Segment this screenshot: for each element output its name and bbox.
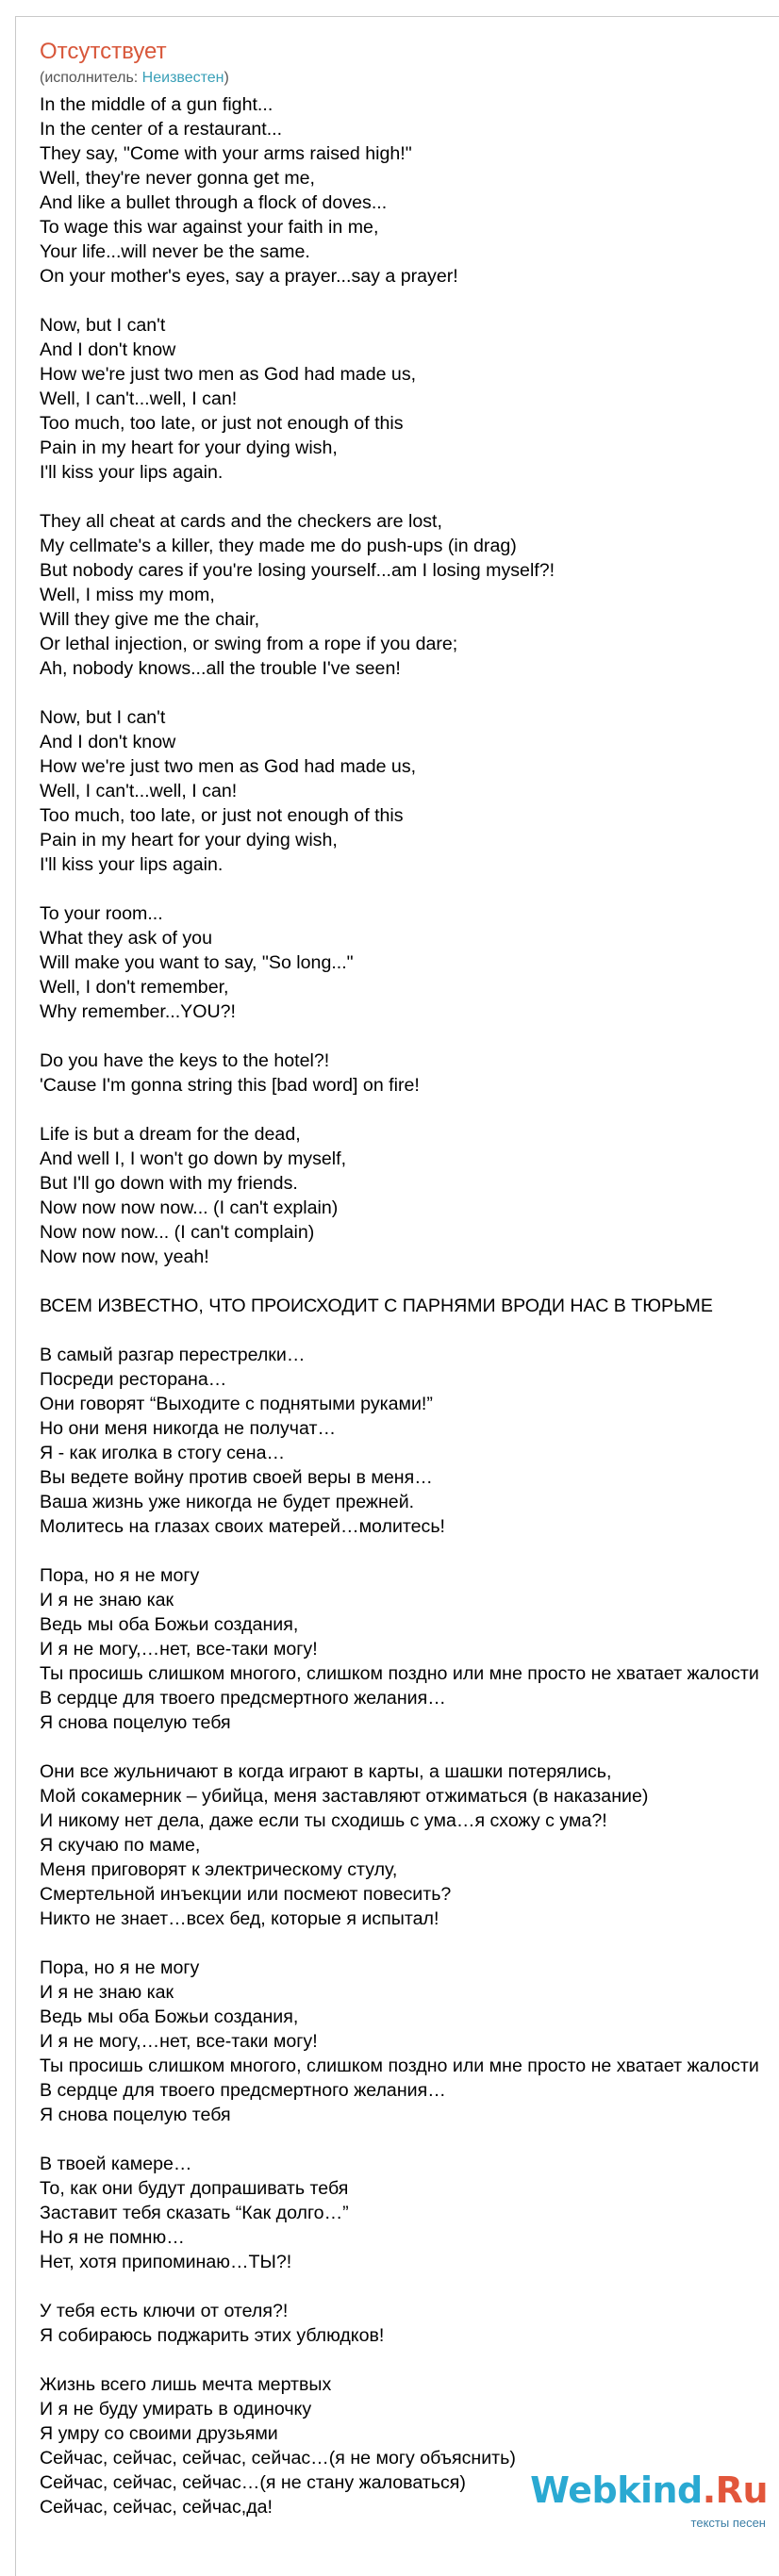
lyric-line: Now now now, yeah! [40, 1247, 209, 1267]
lyric-line: И никому нет дела, даже если ты сходишь с ума…я схожу с ума?! [40, 1810, 607, 1831]
lyric-line: I'll kiss your lips again. [40, 462, 224, 483]
lyric-line: Сейчас, сейчас, сейчас,да! [40, 2497, 273, 2518]
lyric-line: Они говорят “Выходите с поднятыми руками!” [40, 1394, 433, 1414]
lyric-line: Мой сокамерник – убийца, меня заставляют отжиматься (в наказание) [40, 1786, 649, 1807]
lyric-line: Well, I miss my mom, [40, 585, 215, 605]
artist-prefix: (исполнитель: [40, 70, 139, 86]
lyric-line [40, 1269, 779, 1294]
lyric-line: Pain in my heart for your dying wish, [40, 830, 338, 850]
logo-tagline: тексты песен [690, 2516, 766, 2530]
logo-tld: .Ru [702, 2469, 768, 2511]
logo-word: Webkind [530, 2469, 703, 2511]
lyric-line [40, 1318, 779, 1343]
lyric-line: Меня приговорят к электрическому стулу, [40, 1859, 398, 1880]
lyric-line: Сейчас, сейчас, сейчас…(я не стану жаловаться) [40, 2472, 466, 2493]
lyric-line: Сейчас, сейчас, сейчас, сейчас…(я не могу объяснить) [40, 2448, 516, 2469]
lyric-line: To your room... [40, 903, 163, 924]
lyric-line: In the middle of a gun fight... [40, 94, 273, 115]
lyric-line: Я умру со своими друзьями [40, 2423, 278, 2444]
lyric-line: Пора, но я не могу [40, 1565, 200, 1586]
lyric-line [40, 1539, 779, 1563]
lyric-line: And I don't know [40, 732, 176, 752]
lyric-line: But nobody cares if you're losing yourself...am I losing myself?! [40, 560, 555, 581]
page-title: Отсутствует [40, 39, 167, 64]
lyric-line: My cellmate's a killer, they made me do push-ups (in drag) [40, 536, 517, 556]
lyric-line [40, 2348, 779, 2372]
lyric-line: How we're just two men as God had made us, [40, 364, 417, 385]
lyric-line: I'll kiss your lips again. [40, 854, 224, 875]
lyric-line: Too much, too late, or just not enough of this [40, 413, 404, 434]
lyric-line: Они все жульничают в когда играют в карты, а шашки потерялись, [40, 1761, 612, 1782]
lyric-line: Нет, хотя припоминаю…ТЫ?! [40, 2252, 292, 2272]
lyric-line: Well, I can't...well, I can! [40, 388, 238, 409]
lyric-line: Now, but I can't [40, 315, 166, 336]
lyric-line: Now, but I can't [40, 707, 166, 728]
artist-suffix: ) [224, 70, 229, 86]
lyric-line: Ты просишь слишком многого, слишком поздно или мне просто не хватает жалости [40, 1663, 759, 1684]
lyric-line: On your mother's eyes, say a prayer...say a prayer! [40, 266, 458, 287]
lyric-line: And I don't know [40, 339, 176, 360]
lyric-line: Вы ведете войну против своей веры в меня… [40, 1467, 433, 1488]
lyric-line: Пора, но я не могу [40, 1957, 200, 1978]
lyric-line: И я не буду умирать в одиночку [40, 2399, 312, 2419]
lyric-line: В твоей камере… [40, 2154, 192, 2174]
lyric-line: Посреди ресторана… [40, 1369, 227, 1390]
lyric-line: Я собираюсь поджарить этих ублюдков! [40, 2325, 385, 2346]
lyric-line: Well, they're never gonna get me, [40, 168, 316, 189]
lyric-line [40, 485, 779, 509]
lyric-line: Ты просишь слишком многого, слишком поздно или мне просто не хватает жалости [40, 2056, 759, 2076]
lyrics-body [40, 92, 779, 2519]
lyric-line: Pain in my heart for your dying wish, [40, 438, 338, 458]
lyric-line: Will they give me the chair, [40, 609, 260, 630]
lyric-line: And like a bullet through a flock of doves... [40, 192, 388, 213]
lyric-line: Смертельной инъекции или посмеют повесить? [40, 1884, 452, 1905]
lyric-line: Life is but a dream for the dead, [40, 1124, 301, 1145]
lyric-line: Now now now now... (I can't explain) [40, 1197, 339, 1218]
lyric-line: Your life...will never be the same. [40, 241, 310, 262]
lyric-line: Ah, nobody knows...all the trouble I've seen! [40, 658, 401, 679]
artist-link[interactable]: Неизвестен [141, 70, 224, 86]
lyric-line: В сердце для твоего предсмертного желания… [40, 2080, 446, 2101]
lyric-line: They say, "Come with your arms raised high!" [40, 143, 412, 164]
lyric-line: To wage this war against your faith in me, [40, 217, 379, 238]
lyric-line: Я снова поцелую тебя [40, 1712, 231, 1733]
lyric-line: И я не могу,…нет, все-таки могу! [40, 2031, 318, 2052]
lyric-line: Too much, too late, or just not enough of this [40, 805, 404, 826]
lyric-line [40, 1098, 779, 1122]
lyric-line: What they ask of you [40, 928, 212, 949]
lyric-line: Я скучаю по маме, [40, 1835, 201, 1856]
lyric-line: Заставит тебя сказать “Как долго…” [40, 2203, 349, 2223]
lyric-line: Я - как иголка в стогу сена… [40, 1443, 286, 1463]
lyric-line: Ведь мы оба Божьи создания, [40, 1614, 299, 1635]
lyric-line: Но я не помню… [40, 2227, 185, 2248]
lyric-line [40, 2127, 779, 2152]
lyric-line: How we're just two men as God had made us, [40, 756, 417, 777]
lyric-line [40, 877, 779, 901]
lyric-line: И я не знаю как [40, 1590, 174, 1610]
logo-wordmark [530, 2469, 768, 2512]
lyric-line: Why remember...YOU?! [40, 1001, 236, 1022]
lyric-line: 'Cause I'm gonna string this [bad word] on fire! [40, 1075, 420, 1096]
lyric-line: И я не могу,…нет, все-таки могу! [40, 1639, 318, 1660]
lyric-line: Молитесь на глазах своих матерей…молитесь! [40, 1516, 445, 1537]
lyric-line [40, 2274, 779, 2299]
lyric-line: ВСЕМ ИЗВЕСТНО, ЧТО ПРОИСХОДИТ С ПАРНЯМИ ВРОДИ НАС В ТЮРЬМЕ [40, 1296, 713, 1316]
lyric-line: But I'll go down with my friends. [40, 1173, 298, 1194]
lyric-line [40, 1024, 779, 1049]
lyric-line [40, 289, 779, 313]
lyric-line: In the center of a restaurant... [40, 119, 283, 140]
lyric-line: Я снова поцелую тебя [40, 2105, 231, 2125]
artist-line [40, 69, 229, 88]
lyric-line: Жизнь всего лишь мечта мертвых [40, 2374, 332, 2395]
lyric-line: Никто не знает…всех бед, которые я испытал! [40, 1908, 439, 1929]
lyric-line [40, 1735, 779, 1759]
lyric-line: И я не знаю как [40, 1982, 174, 2003]
lyric-line: And well I, I won't go down by myself, [40, 1148, 347, 1169]
lyric-line: Now now now... (I can't complain) [40, 1222, 315, 1243]
lyric-line: В сердце для твоего предсмертного желания… [40, 1688, 446, 1709]
lyric-line: They all cheat at cards and the checkers are lost, [40, 511, 442, 532]
lyric-line: Ведь мы оба Божьи создания, [40, 2006, 299, 2027]
lyric-line: Or lethal injection, or swing from a rope if you dare; [40, 634, 458, 654]
lyric-line: У тебя есть ключи от отеля?! [40, 2301, 289, 2321]
lyric-line: Do you have the keys to the hotel?! [40, 1050, 330, 1071]
lyric-line: Well, I can't...well, I can! [40, 781, 238, 801]
site-logo[interactable] [530, 2469, 773, 2555]
lyric-line [40, 681, 779, 705]
lyric-line: Well, I don't remember, [40, 977, 229, 998]
lyric-line: Will make you want to say, "So long..." [40, 952, 354, 973]
lyric-line: Но они меня никогда не получат… [40, 1418, 337, 1439]
lyric-line: Ваша жизнь уже никогда не будет прежней. [40, 1492, 415, 1512]
lyric-line: То, как они будут допрашивать тебя [40, 2178, 349, 2199]
lyric-line: В самый разгар перестрелки… [40, 1345, 306, 1365]
lyric-line [40, 1931, 779, 1956]
